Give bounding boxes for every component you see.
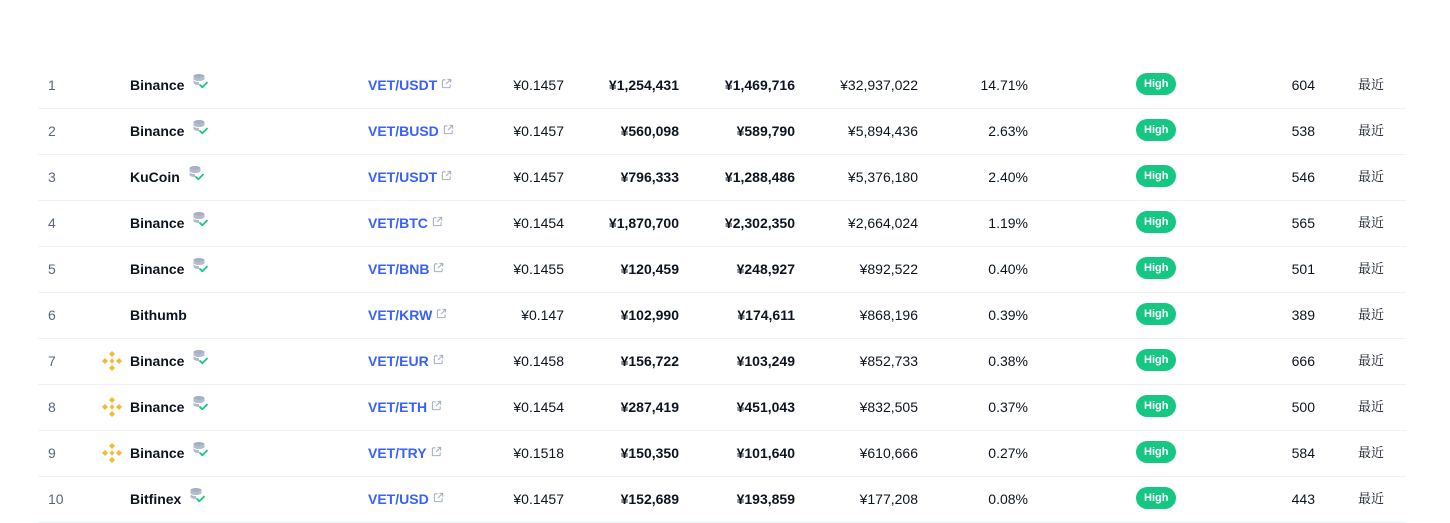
volume-cell: ¥892,522 <box>859 261 918 277</box>
updated-cell: 最近 <box>1357 354 1384 369</box>
binance-logo-icon <box>100 339 124 384</box>
depth-plus-cell: ¥1,870,700 <box>608 215 679 231</box>
price-cell: ¥0.147 <box>521 307 564 323</box>
exchange-logo <box>100 247 124 292</box>
pair-label[interactable]: VET/KRW <box>368 307 433 323</box>
pair-link[interactable] <box>368 385 442 430</box>
table-row[interactable] <box>38 339 1406 385</box>
markets-table <box>38 63 1406 523</box>
volume-percent-cell: 2.40% <box>988 169 1028 185</box>
liquidity-score-cell: 501 <box>1291 261 1315 277</box>
exchange-name-cell[interactable] <box>130 431 208 476</box>
verified-exchange-icon <box>192 246 208 291</box>
confidence-cell <box>1136 155 1176 200</box>
pair-link[interactable] <box>368 339 444 384</box>
depth-plus-cell: ¥156,722 <box>620 353 679 369</box>
liquidity-score-cell: 666 <box>1291 353 1315 369</box>
liquidity-score-cell: 389 <box>1291 307 1315 323</box>
volume-percent-cell: 0.27% <box>988 445 1028 461</box>
exchange-name[interactable]: Bitfinex <box>130 491 182 507</box>
liquidity-score-cell: 443 <box>1291 491 1315 507</box>
exchange-name-cell[interactable] <box>130 339 208 384</box>
volume-percent-cell: 1.19% <box>988 215 1028 231</box>
exchange-name-cell[interactable] <box>130 293 187 338</box>
exchange-logo <box>100 63 124 108</box>
volume-cell: ¥610,666 <box>859 445 918 461</box>
depth-minus-cell: ¥248,927 <box>736 261 795 277</box>
depth-plus-cell: ¥1,254,431 <box>608 77 679 93</box>
confidence-cell <box>1136 109 1176 154</box>
external-link-icon[interactable] <box>433 246 444 291</box>
table-row[interactable] <box>38 109 1406 155</box>
external-link-icon[interactable] <box>441 62 452 107</box>
depth-plus-cell: ¥102,990 <box>620 307 679 323</box>
pair-link[interactable] <box>368 201 443 246</box>
table-row[interactable] <box>38 155 1406 201</box>
depth-plus-cell: ¥287,419 <box>620 399 679 415</box>
external-link-icon[interactable] <box>441 154 452 199</box>
confidence-cell <box>1136 385 1176 430</box>
table-row[interactable] <box>38 247 1406 293</box>
exchange-name-cell[interactable] <box>130 247 208 292</box>
exchange-name-cell[interactable] <box>130 385 208 430</box>
rank-cell: 6 <box>48 307 56 323</box>
exchange-name[interactable]: Binance <box>130 215 185 231</box>
verified-exchange-icon <box>188 154 204 199</box>
pair-label[interactable]: VET/ETH <box>368 399 428 415</box>
pair-link[interactable] <box>368 431 442 476</box>
verified-exchange-icon <box>189 476 205 521</box>
rank-cell: 1 <box>48 77 56 93</box>
depth-minus-cell: ¥1,469,716 <box>724 77 795 93</box>
exchange-name[interactable]: KuCoin <box>130 169 180 185</box>
pair-link[interactable] <box>368 155 452 200</box>
exchange-name[interactable]: Binance <box>130 261 185 277</box>
price-cell: ¥0.1455 <box>513 261 564 277</box>
depth-plus-cell: ¥120,459 <box>620 261 679 277</box>
volume-cell: ¥832,505 <box>859 399 918 415</box>
volume-percent-cell: 14.71% <box>980 77 1028 93</box>
confidence-badge: High <box>1136 119 1176 141</box>
confidence-cell <box>1136 201 1176 246</box>
liquidity-score-cell: 604 <box>1291 77 1315 93</box>
pair-link[interactable] <box>368 63 452 108</box>
volume-percent-cell: 0.37% <box>988 399 1028 415</box>
exchange-name[interactable]: Binance <box>130 77 185 93</box>
confidence-cell <box>1136 293 1176 338</box>
exchange-name[interactable]: Binance <box>130 353 185 369</box>
volume-percent-cell: 2.63% <box>988 123 1028 139</box>
table-row[interactable] <box>38 293 1406 339</box>
depth-plus-cell: ¥560,098 <box>620 123 679 139</box>
depth-minus-cell: ¥589,790 <box>736 123 795 139</box>
updated-cell: 最近 <box>1357 78 1384 93</box>
pair-label[interactable]: VET/USDT <box>368 169 438 185</box>
updated-cell: 最近 <box>1357 216 1384 231</box>
rank-cell: 4 <box>48 215 56 231</box>
external-link-icon[interactable] <box>436 292 447 337</box>
depth-minus-cell: ¥174,611 <box>737 307 795 323</box>
pair-link[interactable] <box>368 109 454 154</box>
table-row[interactable] <box>38 477 1406 523</box>
rank-cell: 10 <box>48 491 64 507</box>
updated-cell: 最近 <box>1357 492 1384 507</box>
table-row[interactable] <box>38 63 1406 109</box>
exchange-name[interactable]: Binance <box>130 445 185 461</box>
exchange-name-cell[interactable] <box>130 109 208 154</box>
verified-exchange-icon <box>192 430 208 475</box>
price-cell: ¥0.1454 <box>513 215 564 231</box>
depth-minus-cell: ¥193,859 <box>736 491 795 507</box>
liquidity-score-cell: 538 <box>1291 123 1315 139</box>
rank-cell: 2 <box>48 123 56 139</box>
binance-logo-icon <box>100 385 124 430</box>
exchange-name-cell[interactable] <box>130 155 204 200</box>
price-cell: ¥0.1518 <box>513 445 564 461</box>
table-row[interactable] <box>38 201 1406 247</box>
verified-exchange-icon <box>192 338 208 383</box>
pair-label[interactable]: VET/EUR <box>368 353 429 369</box>
confidence-badge: High <box>1136 349 1176 371</box>
pair-label[interactable]: VET/USDT <box>368 77 438 93</box>
exchange-logo <box>100 293 124 338</box>
verified-exchange-icon <box>192 200 208 245</box>
confidence-badge: High <box>1136 257 1176 279</box>
volume-cell: ¥852,733 <box>859 353 918 369</box>
volume-percent-cell: 0.08% <box>988 491 1028 507</box>
pair-label[interactable]: VET/BNB <box>368 261 430 277</box>
binance-logo-icon <box>100 431 124 476</box>
confidence-badge: High <box>1136 395 1176 417</box>
depth-minus-cell: ¥1,288,486 <box>724 169 795 185</box>
price-cell: ¥0.1458 <box>513 353 564 369</box>
liquidity-score-cell: 500 <box>1291 399 1315 415</box>
verified-exchange-icon <box>192 108 208 153</box>
updated-cell: 最近 <box>1357 170 1384 185</box>
rank-cell: 3 <box>48 169 56 185</box>
table-row[interactable] <box>38 431 1406 477</box>
updated-cell: 最近 <box>1357 400 1384 415</box>
exchange-logo <box>100 109 124 154</box>
depth-plus-cell: ¥150,350 <box>620 445 679 461</box>
pair-link[interactable] <box>368 247 444 292</box>
volume-percent-cell: 0.40% <box>988 261 1028 277</box>
pair-label[interactable]: VET/BUSD <box>368 123 439 139</box>
confidence-badge: High <box>1136 73 1176 95</box>
exchange-name[interactable]: Binance <box>130 399 185 415</box>
exchange-name-cell[interactable] <box>130 63 208 108</box>
rank-cell: 8 <box>48 399 56 415</box>
volume-cell: ¥868,196 <box>859 307 918 323</box>
updated-cell: 最近 <box>1357 446 1384 461</box>
depth-plus-cell: ¥152,689 <box>620 491 679 507</box>
liquidity-score-cell: 546 <box>1291 169 1315 185</box>
volume-cell: ¥2,664,024 <box>847 215 918 231</box>
liquidity-score-cell: 565 <box>1291 215 1315 231</box>
volume-cell: ¥5,894,436 <box>847 123 918 139</box>
verified-exchange-icon <box>192 62 208 107</box>
pair-label[interactable]: VET/BTC <box>368 215 428 231</box>
verified-exchange-icon <box>192 384 208 429</box>
table-row[interactable] <box>38 385 1406 431</box>
confidence-cell <box>1136 63 1176 108</box>
exchange-logo <box>100 201 124 246</box>
depth-minus-cell: ¥451,043 <box>736 399 795 415</box>
price-cell: ¥0.1457 <box>513 491 564 507</box>
updated-cell: 最近 <box>1357 124 1384 139</box>
exchange-name[interactable]: Bithumb <box>130 307 187 323</box>
price-cell: ¥0.1457 <box>513 77 564 93</box>
volume-percent-cell: 0.39% <box>988 307 1028 323</box>
external-link-icon[interactable] <box>433 476 444 521</box>
price-cell: ¥0.1457 <box>513 123 564 139</box>
updated-cell: 最近 <box>1357 262 1384 277</box>
external-link-icon[interactable] <box>431 430 442 475</box>
confidence-badge: High <box>1136 165 1176 187</box>
confidence-cell <box>1136 247 1176 292</box>
external-link-icon[interactable] <box>433 338 444 383</box>
confidence-cell <box>1136 339 1176 384</box>
liquidity-score-cell: 584 <box>1291 445 1315 461</box>
depth-minus-cell: ¥2,302,350 <box>724 215 795 231</box>
pair-label[interactable]: VET/TRY <box>368 445 427 461</box>
external-link-icon[interactable] <box>432 200 443 245</box>
price-cell: ¥0.1454 <box>513 399 564 415</box>
depth-plus-cell: ¥796,333 <box>620 169 679 185</box>
volume-cell: ¥177,208 <box>859 491 918 507</box>
rank-cell: 9 <box>48 445 56 461</box>
volume-cell: ¥32,937,022 <box>840 77 918 93</box>
price-cell: ¥0.1457 <box>513 169 564 185</box>
rank-cell: 5 <box>48 261 56 277</box>
depth-minus-cell: ¥101,640 <box>736 445 795 461</box>
confidence-cell <box>1136 431 1176 476</box>
external-link-icon[interactable] <box>431 384 442 429</box>
exchange-name[interactable]: Binance <box>130 123 185 139</box>
external-link-icon[interactable] <box>443 108 454 153</box>
volume-percent-cell: 0.38% <box>988 353 1028 369</box>
exchange-logo <box>100 155 124 200</box>
confidence-badge: High <box>1136 441 1176 463</box>
confidence-badge: High <box>1136 211 1176 233</box>
exchange-name-cell[interactable] <box>130 201 208 246</box>
volume-cell: ¥5,376,180 <box>847 169 918 185</box>
confidence-badge: High <box>1136 303 1176 325</box>
depth-minus-cell: ¥103,249 <box>736 353 795 369</box>
pair-link[interactable] <box>368 293 447 338</box>
pair-label[interactable]: VET/USD <box>368 491 429 507</box>
rank-cell: 7 <box>48 353 56 369</box>
updated-cell: 最近 <box>1357 308 1384 323</box>
confidence-badge: High <box>1136 487 1176 509</box>
